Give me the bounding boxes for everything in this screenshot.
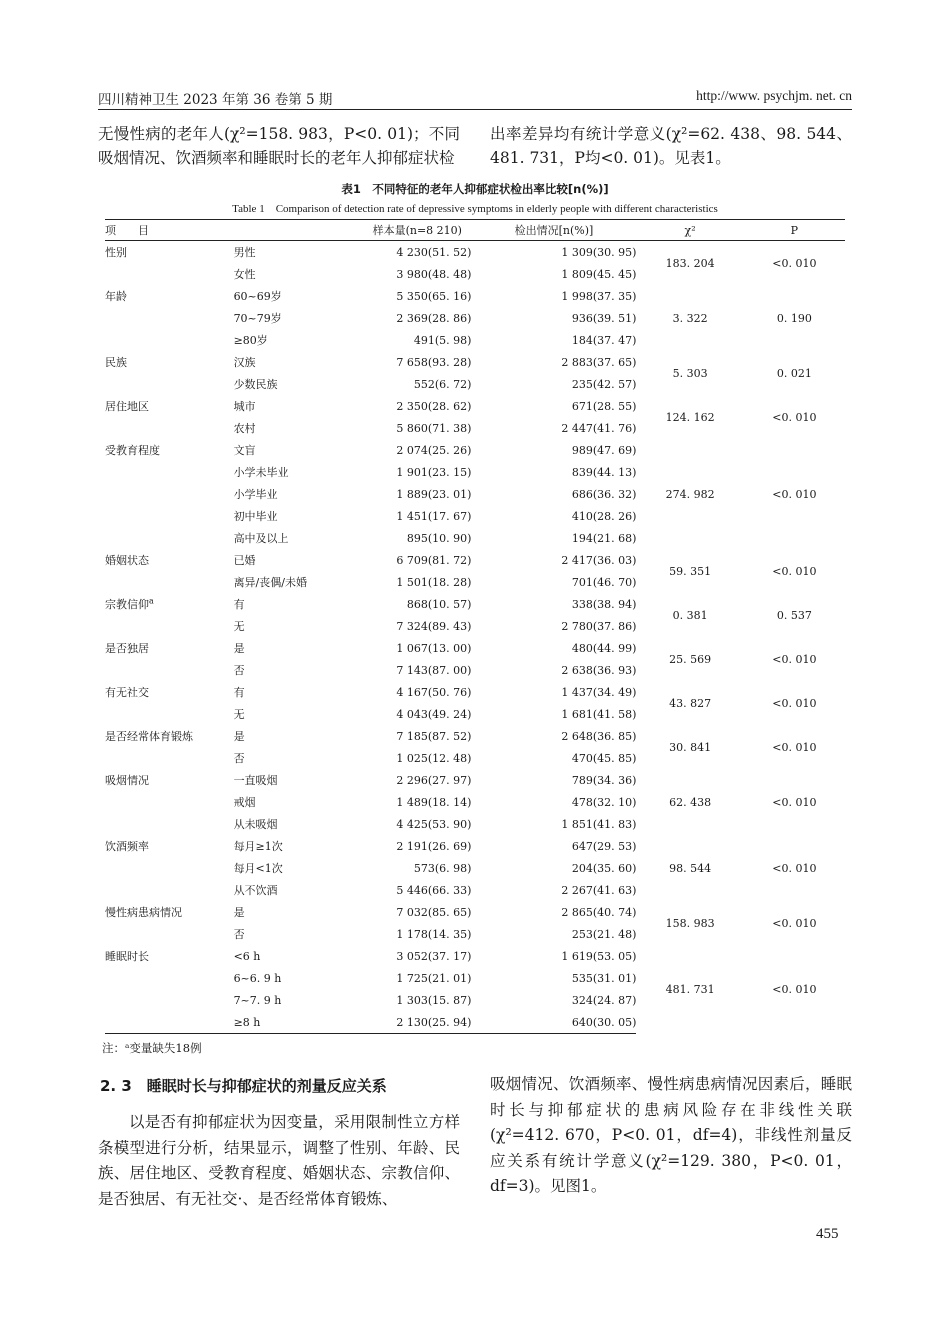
group-name-cell <box>105 549 234 571</box>
group-name: 受教育程度 <box>105 444 160 457</box>
subcategory-cell: 小学毕业 <box>233 488 278 501</box>
group-name-cell <box>105 241 234 264</box>
header-item: 项 目 <box>105 220 363 241</box>
group-name-cell <box>105 857 234 879</box>
sample-cell: 7 324(89. 43) <box>396 619 472 633</box>
running-head <box>98 88 852 110</box>
detected-cell: 535(31. 01) <box>571 971 637 985</box>
sample-cell: 868(10. 57) <box>406 597 472 611</box>
subcategory-cell: 小学未毕业 <box>233 466 289 479</box>
group-name-cell <box>105 659 234 681</box>
group-name-cell <box>105 351 234 373</box>
group-name: 有无社交 <box>105 686 149 699</box>
sample-cell: 6 709(81. 72) <box>396 553 472 567</box>
sample-cell: 2 350(28. 62) <box>396 399 472 413</box>
detected-cell: 989(47. 69) <box>571 443 637 457</box>
group-name-cell <box>105 945 234 967</box>
sample-cell: 573(6. 98) <box>413 861 472 875</box>
group-name-cell <box>105 615 234 637</box>
table-row <box>105 835 845 857</box>
sample-cell: 7 032(85. 65) <box>396 905 472 919</box>
sample-cell: 2 130(25. 94) <box>363 1011 471 1034</box>
group-name-cell <box>105 813 234 835</box>
sample-cell: 1 025(12. 48) <box>396 751 472 765</box>
sample-cell: 2 191(26. 69) <box>396 839 472 853</box>
subcategory-cell: 一直吸烟 <box>233 774 278 787</box>
table-row <box>105 945 845 967</box>
group-name-cell <box>105 967 234 989</box>
sample-cell: 3 980(48. 48) <box>396 267 472 281</box>
group-name-cell <box>105 879 234 901</box>
detected-cell: 480(44. 99) <box>571 641 637 655</box>
detected-cell: 2 883(37. 65) <box>561 355 637 369</box>
sample-cell: 2 296(27. 97) <box>396 773 472 787</box>
footnote-marker: a <box>149 596 154 606</box>
header-detected: 检出情况[n(%)] <box>471 220 636 241</box>
group-name: 睡眠时长 <box>105 950 149 963</box>
subcategory-cell: ≥8 h <box>234 1011 364 1034</box>
detected-cell: 1 998(37. 35) <box>561 289 637 303</box>
subcategory-cell: 男性 <box>233 246 256 259</box>
subcategory-cell: 文盲 <box>233 444 256 457</box>
sample-cell: 1 067(13. 00) <box>396 641 472 655</box>
group-name-cell <box>105 835 234 857</box>
section-text-left: 以是否有抑郁症状为因变量，采用限制性立方样条模型进行分析，结果显示，调整了性别、年龄、民族、居住地区、受教育程度、婚姻状态、宗教信仰、是否独居、有无社交·、是否经常体育锻炼、 <box>98 1113 460 1208</box>
p-value-cell: <0. 010 <box>772 916 817 930</box>
sample-cell: 2 074(25. 26) <box>396 443 472 457</box>
p-value-cell: <0. 010 <box>772 487 817 501</box>
chi-square-cell: 59. 351 <box>669 564 712 578</box>
group-name-cell <box>105 527 234 549</box>
detected-cell: 1 851(41. 83) <box>561 817 637 831</box>
p-value-cell: <0. 010 <box>772 795 817 809</box>
subcategory-cell: 从不饮酒 <box>233 884 278 897</box>
chi-square-cell: 183. 204 <box>665 256 715 270</box>
sample-cell: 7 185(87. 52) <box>396 729 472 743</box>
table-row <box>105 285 845 307</box>
subcategory-cell: 初中毕业 <box>233 510 278 523</box>
subcategory-cell: 是 <box>233 642 245 655</box>
detected-cell: 647(29. 53) <box>571 839 637 853</box>
chi-square-cell: 98. 544 <box>669 861 712 875</box>
table-row <box>105 351 845 373</box>
sample-cell: 1 501(18. 28) <box>396 575 472 589</box>
detected-cell: 470(45. 85) <box>571 751 637 765</box>
sample-cell: 552(6. 72) <box>413 377 472 391</box>
top-text-left: 无慢性病的老年人(χ²=158. 983，P<0. 01)；不同吸烟情况、饮酒频率和睡眠时长的老年人抑郁症状检 <box>98 125 460 167</box>
detected-cell: 1 437(34. 49) <box>561 685 637 699</box>
header-sample: 样本量(n=8 210) <box>363 220 471 241</box>
p-value-cell: <0. 010 <box>772 740 817 754</box>
subcategory-cell: 城市 <box>233 400 256 413</box>
group-name-cell <box>105 307 234 329</box>
sample-cell: 1 725(21. 01) <box>396 971 472 985</box>
detected-cell: 789(34. 36) <box>571 773 637 787</box>
group-name-cell <box>105 461 234 483</box>
detected-cell: 184(37. 47) <box>571 333 637 347</box>
detected-cell: 410(28. 26) <box>571 509 637 523</box>
p-value-cell: <0. 010 <box>772 696 817 710</box>
group-name: 饮酒频率 <box>105 840 149 853</box>
sample-cell: 7 658(93. 28) <box>396 355 472 369</box>
detected-cell: 478(32. 10) <box>571 795 637 809</box>
table-row <box>105 769 845 791</box>
group-name-cell <box>105 923 234 945</box>
group-name: 是否经常体育锻炼 <box>105 730 193 743</box>
group-name: 宗教信仰 <box>105 598 149 611</box>
detected-cell: 640(30. 05) <box>471 1011 636 1034</box>
detected-cell: 1 809(45. 45) <box>561 267 637 281</box>
detected-cell: 338(38. 94) <box>571 597 637 611</box>
sample-cell: 2 369(28. 86) <box>396 311 472 325</box>
chi-square-cell: 158. 983 <box>665 916 715 930</box>
subcategory-cell: 有 <box>233 686 245 699</box>
detected-cell: 204(35. 60) <box>571 861 637 875</box>
subcategory-cell: 是 <box>233 906 245 919</box>
subcategory-cell: 否 <box>233 928 245 941</box>
group-name-cell <box>105 439 234 461</box>
sample-cell: 5 446(66. 33) <box>396 883 472 897</box>
sample-cell: 1 489(18. 14) <box>396 795 472 809</box>
detected-cell: 1 309(30. 95) <box>561 245 637 259</box>
subcategory-cell: 高中及以上 <box>233 532 289 545</box>
detected-cell: 2 417(36. 03) <box>561 553 637 567</box>
header-rule <box>98 109 852 110</box>
sample-cell: 1 889(23. 01) <box>396 487 472 501</box>
sample-cell: 3 052(37. 17) <box>396 949 472 963</box>
detected-cell: 1 681(41. 58) <box>561 707 637 721</box>
table-header-row <box>105 220 845 241</box>
detected-cell: 2 447(41. 76) <box>561 421 637 435</box>
top-text-right: 出率差异均有统计学意义(χ²=62. 438、98. 544、481. 731，P均<0. 01)。见表1。 <box>490 125 852 167</box>
group-name: 吸烟情况 <box>105 774 149 787</box>
table-row <box>105 681 845 703</box>
detected-cell: 194(21. 68) <box>571 531 637 545</box>
sample-cell: 4 167(50. 76) <box>396 685 472 699</box>
detected-cell: 324(24. 87) <box>571 993 637 1007</box>
subcategory-cell: 离异/丧偶/未婚 <box>233 576 307 589</box>
subcategory-cell: 从未吸烟 <box>233 818 278 831</box>
group-name-cell <box>105 483 234 505</box>
detected-cell: 2 865(40. 74) <box>561 905 637 919</box>
detected-cell: 2 638(36. 93) <box>561 663 637 677</box>
header-chi: χ² <box>636 220 743 241</box>
sample-cell: 4 043(49. 24) <box>396 707 472 721</box>
p-value-cell: <0. 010 <box>772 652 817 666</box>
detected-cell: 253(21. 48) <box>571 927 637 941</box>
section-title: 2. 3 睡眠时长与抑郁症状的剂量反应关系 <box>100 1077 387 1095</box>
table-row <box>105 901 845 923</box>
table-title-cn: 表1 不同特征的老年人抑郁症状检出率比较[n(%)] <box>341 182 609 196</box>
group-name-cell <box>105 901 234 923</box>
sample-cell: 5 860(71. 38) <box>396 421 472 435</box>
table-title-en: Table 1 Comparison of detection rate of depressive symptoms in elderly people with different characteristics <box>232 203 718 215</box>
table-note: 注：ᵃ变量缺失18例 <box>102 1041 202 1055</box>
group-name-cell <box>105 505 234 527</box>
subcategory-cell: 已婚 <box>233 554 256 567</box>
group-name-cell <box>105 681 234 703</box>
group-name-cell <box>105 703 234 725</box>
group-name-cell <box>105 769 234 791</box>
sample-cell: 491(5. 98) <box>413 333 472 347</box>
group-name-cell <box>105 571 234 593</box>
group-name: 年龄 <box>105 290 127 303</box>
table-row <box>105 241 845 264</box>
sample-cell: 7 143(87. 00) <box>396 663 472 677</box>
table-row <box>105 637 845 659</box>
sample-cell: 1 303(15. 87) <box>396 993 472 1007</box>
journal-issue: 四川精神卫生 2023 年第 36 卷第 5 期 <box>98 92 333 108</box>
table-row <box>105 395 845 417</box>
subcategory-cell: 否 <box>233 664 245 677</box>
subcategory-cell: 农村 <box>233 422 256 435</box>
detected-cell: 235(42. 57) <box>571 377 637 391</box>
subcategory-cell: 6~6. 9 h <box>233 971 282 985</box>
detected-cell: 2 648(36. 85) <box>561 729 637 743</box>
table-row <box>105 549 845 571</box>
subcategory-cell: 是 <box>233 730 245 743</box>
detected-cell: 671(28. 55) <box>571 399 637 413</box>
sample-cell: 1 451(17. 67) <box>396 509 472 523</box>
sample-cell: 4 230(51. 52) <box>396 245 472 259</box>
chi-square-cell: 124. 162 <box>665 410 715 424</box>
table-row <box>105 439 845 461</box>
journal-url[interactable]: http://www. psychjm. net. cn <box>696 88 852 103</box>
chi-square-cell: 43. 827 <box>669 696 712 710</box>
subcategory-cell: 少数民族 <box>233 378 278 391</box>
page-number: 455 <box>816 1226 839 1242</box>
group-name-cell <box>105 791 234 813</box>
subcategory-cell: 每月≥1次 <box>233 840 283 853</box>
group-name-cell <box>105 417 234 439</box>
p-value-cell: 0. 021 <box>776 366 812 380</box>
group-name-cell <box>105 285 234 307</box>
p-value-cell: <0. 010 <box>772 256 817 270</box>
detected-cell: 2 267(41. 63) <box>561 883 637 897</box>
p-value-cell: 0. 537 <box>776 608 812 622</box>
p-value-cell: <0. 010 <box>772 982 817 996</box>
group-name-cell <box>105 1011 234 1034</box>
table-row <box>105 593 845 615</box>
subcategory-cell: <6 h <box>233 949 261 963</box>
detected-cell: 839(44. 13) <box>571 465 637 479</box>
sample-cell: 895(10. 90) <box>406 531 472 545</box>
chi-square-cell: 481. 731 <box>665 982 715 996</box>
group-name-cell <box>105 395 234 417</box>
chi-square-cell: 274. 982 <box>665 487 715 501</box>
data-table <box>105 219 845 1034</box>
p-value-cell: <0. 010 <box>772 861 817 875</box>
p-value-cell: 0. 190 <box>776 311 812 325</box>
detected-cell: 701(46. 70) <box>571 575 637 589</box>
group-name: 是否独居 <box>105 642 149 655</box>
detected-cell: 1 619(53. 05) <box>561 949 637 963</box>
detected-cell: 936(39. 51) <box>571 311 637 325</box>
subcategory-cell: 每月<1次 <box>233 862 283 875</box>
subcategory-cell: ≥80岁 <box>233 334 268 347</box>
chi-square-cell: 30. 841 <box>669 740 712 754</box>
group-name-cell <box>105 263 234 285</box>
subcategory-cell: 60~69岁 <box>233 290 282 303</box>
chi-square-cell: 62. 438 <box>669 795 712 809</box>
header-p: P <box>744 220 845 241</box>
sample-cell: 4 425(53. 90) <box>396 817 472 831</box>
chi-square-cell: 0. 381 <box>672 608 708 622</box>
sample-cell: 1 901(23. 15) <box>396 465 472 479</box>
group-name: 性别 <box>105 246 127 259</box>
subcategory-cell: 否 <box>233 752 245 765</box>
chi-square-cell: 3. 322 <box>672 311 708 325</box>
sample-cell: 1 178(14. 35) <box>396 927 472 941</box>
subcategory-cell: 有 <box>233 598 245 611</box>
subcategory-cell: 无 <box>233 708 245 721</box>
group-name-cell <box>105 637 234 659</box>
sample-cell: 5 350(65. 16) <box>396 289 472 303</box>
group-name-cell <box>105 725 234 747</box>
detected-cell: 2 780(37. 86) <box>561 619 637 633</box>
group-name-cell <box>105 593 234 615</box>
chi-square-cell: 5. 303 <box>672 366 708 380</box>
section-text-right: 吸烟情况、饮酒频率、慢性病患病情况因素后，睡眠时长与抑郁症状的患病风险存在非线性关联(χ²=412. 670，P<0. 01，df=4)，非线性剂量反应关系有统计学意义(χ²=129. 380，P<0. 01，df=3)。见图1。 <box>490 1075 852 1195</box>
group-name: 居住地区 <box>105 400 149 413</box>
chi-square-cell: 25. 569 <box>669 652 712 666</box>
group-name-cell <box>105 989 234 1011</box>
group-name-cell <box>105 747 234 769</box>
group-name: 婚姻状态 <box>105 554 149 567</box>
subcategory-cell: 7~7. 9 h <box>233 993 282 1007</box>
subcategory-cell: 70~79岁 <box>233 312 282 325</box>
subcategory-cell: 戒烟 <box>233 796 256 809</box>
table-row <box>105 725 845 747</box>
group-name: 民族 <box>105 356 127 369</box>
detected-cell: 686(36. 32) <box>571 487 637 501</box>
subcategory-cell: 女性 <box>233 268 256 281</box>
subcategory-cell: 汉族 <box>233 356 256 369</box>
p-value-cell: <0. 010 <box>772 564 817 578</box>
p-value-cell: <0. 010 <box>772 410 817 424</box>
group-name-cell <box>105 329 234 351</box>
group-name: 慢性病患病情况 <box>105 906 182 919</box>
group-name-cell <box>105 373 234 395</box>
subcategory-cell: 无 <box>233 620 245 633</box>
table-body <box>105 241 845 1034</box>
